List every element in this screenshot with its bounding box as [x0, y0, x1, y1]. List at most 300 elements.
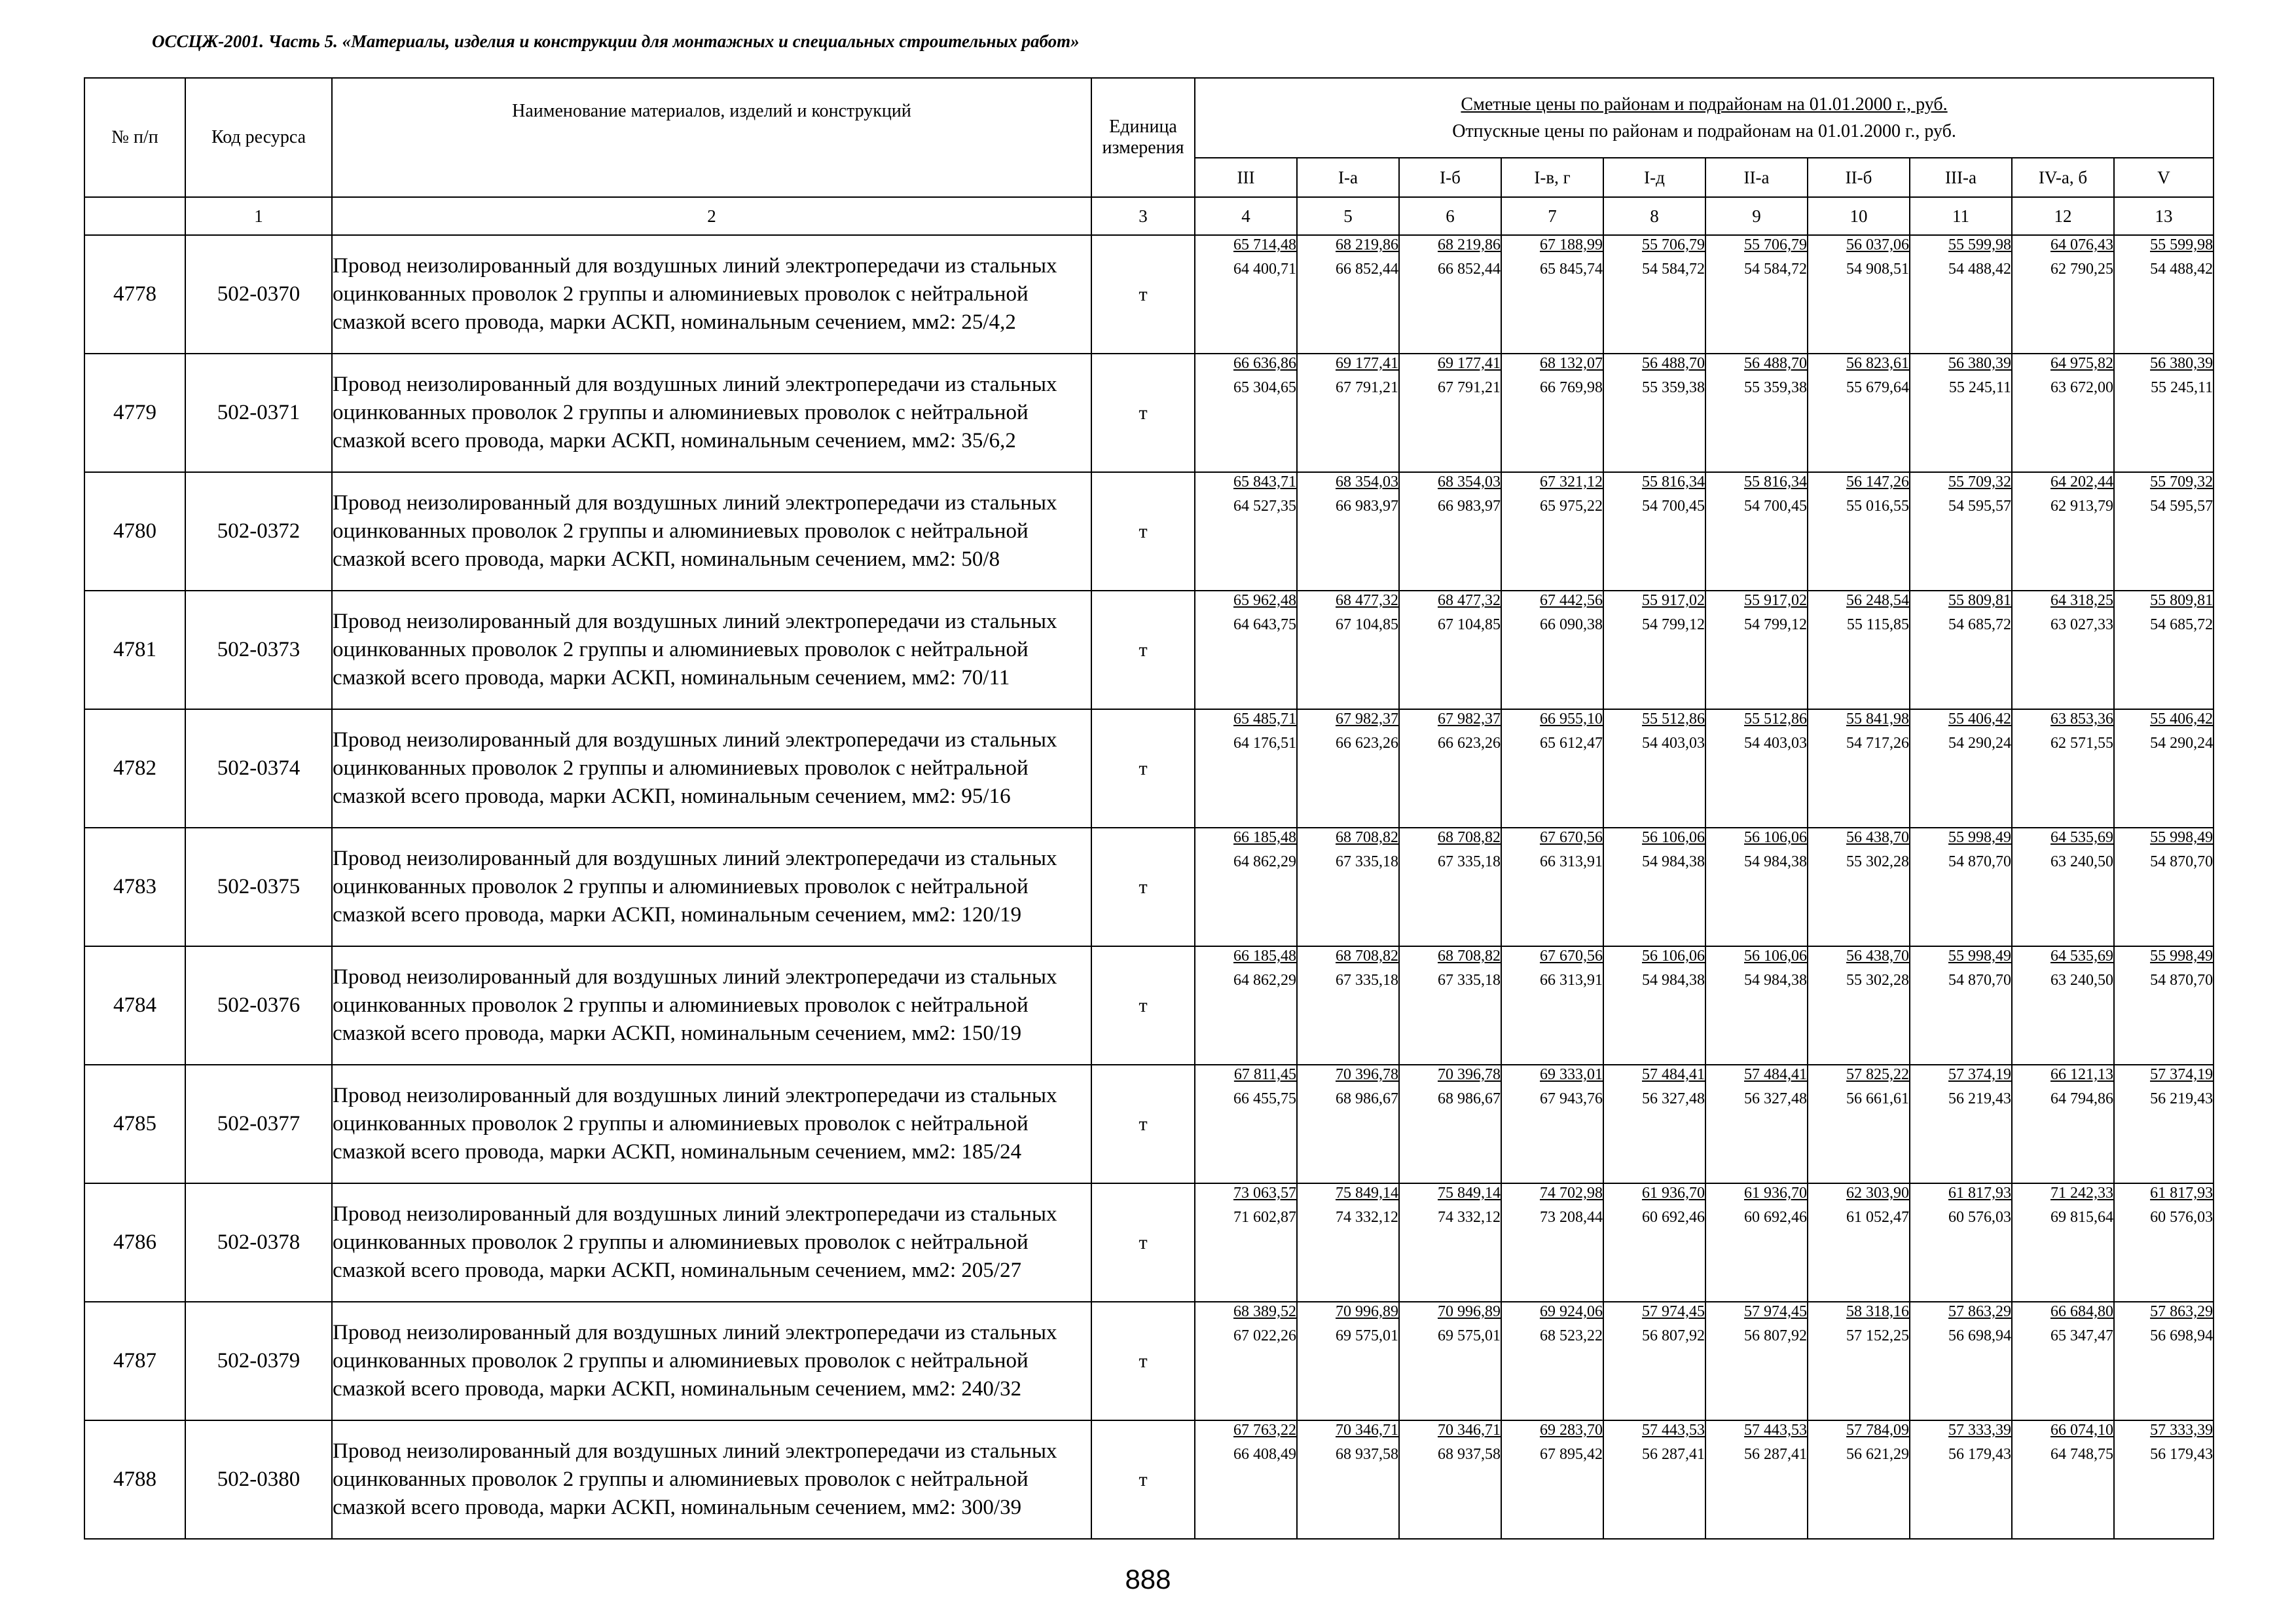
estimate-price: 65 962,48 — [1233, 592, 1296, 609]
release-price: 67 791,21 — [1438, 379, 1501, 396]
release-price: 54 984,38 — [1744, 853, 1807, 870]
price-cell — [1808, 828, 1910, 946]
estimate-price: 66 636,86 — [1233, 355, 1296, 372]
release-price: 62 790,25 — [2050, 261, 2113, 278]
price-cell — [1297, 472, 1399, 591]
price-cell — [1501, 1183, 1603, 1302]
release-price: 54 984,38 — [1642, 972, 1705, 989]
release-price: 67 104,85 — [1438, 616, 1501, 633]
price-cell — [2012, 1302, 2114, 1420]
release-price: 55 115,85 — [1846, 616, 1909, 633]
release-price: 56 698,94 — [1948, 1327, 2011, 1344]
price-cell — [1910, 828, 2012, 946]
estimate-price: 55 599,98 — [2150, 236, 2214, 253]
release-price: 65 975,22 — [1540, 498, 1603, 515]
price-cell — [1195, 946, 1297, 1065]
price-cell — [1501, 235, 1603, 354]
release-price: 57 152,25 — [1846, 1327, 1909, 1344]
release-price: 67 335,18 — [1336, 972, 1398, 989]
release-price: 54 984,38 — [1642, 853, 1705, 870]
release-price: 64 176,51 — [1233, 735, 1296, 752]
price-cell — [2114, 1420, 2214, 1539]
price-cell — [1297, 946, 1399, 1065]
release-price: 56 287,41 — [1642, 1446, 1705, 1463]
price-cell — [1808, 1420, 1910, 1539]
release-price: 56 179,43 — [1948, 1446, 2011, 1463]
row-number: 4787 — [84, 1302, 185, 1420]
estimate-price: 67 763,22 — [1233, 1422, 1296, 1439]
estimate-price: 55 406,42 — [2150, 710, 2214, 728]
price-cell — [1501, 1065, 1603, 1183]
release-price: 56 219,43 — [1948, 1090, 2011, 1107]
estimate-price: 55 998,49 — [2150, 948, 2214, 965]
estimate-price: 56 380,39 — [1948, 355, 2011, 372]
estimate-price: 68 477,32 — [1336, 592, 1398, 609]
estimate-price: 57 443,53 — [1642, 1422, 1705, 1439]
release-price: 66 313,91 — [1540, 972, 1603, 989]
estimate-price: 55 709,32 — [1948, 473, 2011, 490]
price-cell — [1910, 709, 2012, 828]
resource-code: 502-0379 — [185, 1302, 332, 1420]
estimate-price: 55 917,02 — [1744, 592, 1807, 609]
estimate-price: 69 333,01 — [1540, 1066, 1603, 1083]
column-number: 7 — [1501, 197, 1603, 235]
price-cell — [1603, 946, 1705, 1065]
table-head — [84, 78, 2214, 235]
region-header: II-а — [1705, 158, 1808, 197]
release-price: 66 983,97 — [1438, 498, 1501, 515]
price-cell — [2012, 354, 2114, 472]
release-price: 54 799,12 — [1642, 616, 1705, 633]
estimate-price: 68 354,03 — [1438, 473, 1501, 490]
release-price: 67 335,18 — [1438, 972, 1501, 989]
estimate-price: 70 346,71 — [1336, 1422, 1398, 1439]
column-number: 6 — [1399, 197, 1501, 235]
estimate-price: 64 535,69 — [2050, 829, 2113, 846]
material-name: Провод неизолированный для воздушных линий электропередачи из стальных оцинкованных проволок 2 группы и алюминиевых проволок с нейтральной смазкой всего провода, марки АСКП, номинальным сечением, мм2: 205/27 — [332, 1183, 1091, 1302]
unit-of-measure: т — [1091, 472, 1195, 591]
estimate-price: 57 863,29 — [1948, 1303, 2011, 1320]
material-name: Провод неизолированный для воздушных линий электропередачи из стальных оцинкованных проволок 2 группы и алюминиевых проволок с нейтральной смазкой всего провода, марки АСКП, номинальным сечением, мм2: 25/4,2 — [332, 235, 1091, 354]
estimate-price: 55 998,49 — [2150, 829, 2214, 846]
release-price: 65 845,74 — [1540, 261, 1603, 278]
release-price: 65 612,47 — [1540, 735, 1603, 752]
estimate-price: 56 147,26 — [1846, 473, 1909, 490]
estimate-price: 71 242,33 — [2050, 1185, 2113, 1202]
price-cell — [1808, 1065, 1910, 1183]
row-number: 4784 — [84, 946, 185, 1065]
resource-code: 502-0374 — [185, 709, 332, 828]
estimate-price: 57 863,29 — [2150, 1303, 2214, 1320]
price-cell — [1808, 946, 1910, 1065]
material-name: Провод неизолированный для воздушных линий электропередачи из стальных оцинкованных проволок 2 группы и алюминиевых проволок с нейтральной смазкой всего провода, марки АСКП, номинальным сечением, мм2: 240/32 — [332, 1302, 1091, 1420]
estimate-price: 61 936,70 — [1744, 1185, 1807, 1202]
price-cell — [1297, 709, 1399, 828]
estimate-price: 55 816,34 — [1642, 473, 1705, 490]
price-cell — [1603, 709, 1705, 828]
release-price: 54 870,70 — [1948, 972, 2011, 989]
release-price: 54 870,70 — [1948, 853, 2011, 870]
release-price: 65 347,47 — [2050, 1327, 2113, 1344]
release-price: 67 335,18 — [1438, 853, 1501, 870]
price-cell — [1910, 1065, 2012, 1183]
table-row — [84, 946, 2214, 1065]
estimate-price: 56 106,06 — [1744, 948, 1807, 965]
release-price: 64 862,29 — [1233, 853, 1296, 870]
estimate-price: 61 936,70 — [1642, 1185, 1705, 1202]
price-cell — [2114, 946, 2214, 1065]
release-price: 68 523,22 — [1540, 1327, 1603, 1344]
unit-of-measure: т — [1091, 946, 1195, 1065]
column-number: 1 — [185, 197, 332, 235]
price-cell — [1910, 235, 2012, 354]
row-number: 4786 — [84, 1183, 185, 1302]
estimate-price: 67 670,56 — [1540, 829, 1603, 846]
estimate-price: 56 438,70 — [1846, 829, 1909, 846]
estimate-price: 68 708,82 — [1336, 829, 1398, 846]
release-price: 74 332,12 — [1336, 1209, 1398, 1226]
release-price: 64 527,35 — [1233, 498, 1296, 515]
price-cell — [1399, 235, 1501, 354]
release-price: 55 016,55 — [1846, 498, 1909, 515]
unit-of-measure: т — [1091, 591, 1195, 709]
release-price: 68 986,67 — [1438, 1090, 1501, 1107]
estimate-price: 66 955,10 — [1540, 710, 1603, 728]
estimate-price: 64 975,82 — [2050, 355, 2113, 372]
release-prices-title: Отпускные цены по районам и подрайонам на 01.01.2000 г., руб. — [1452, 121, 1956, 141]
price-cell — [1399, 828, 1501, 946]
release-price: 65 304,65 — [1233, 379, 1296, 396]
price-cell — [1603, 1183, 1705, 1302]
table-row — [84, 1302, 2214, 1420]
price-cell — [1195, 1183, 1297, 1302]
document-header: ОССЦЖ-2001. Часть 5. «Материалы, изделия и конструкции для монтажных и специальных строительных работ» — [152, 31, 1080, 51]
release-price: 66 852,44 — [1438, 261, 1501, 278]
price-cell — [1808, 709, 1910, 828]
price-cell — [1399, 946, 1501, 1065]
resource-code: 502-0377 — [185, 1065, 332, 1183]
price-cell — [1501, 1302, 1603, 1420]
release-price: 66 455,75 — [1233, 1090, 1296, 1107]
release-price: 67 791,21 — [1336, 379, 1398, 396]
release-price: 54 584,72 — [1642, 261, 1705, 278]
resource-code: 502-0380 — [185, 1420, 332, 1539]
price-cell — [2012, 472, 2114, 591]
material-name: Провод неизолированный для воздушных линий электропередачи из стальных оцинкованных проволок 2 группы и алюминиевых проволок с нейтральной смазкой всего провода, марки АСКП, номинальным сечением, мм2: 35/6,2 — [332, 354, 1091, 472]
estimate-price: 68 708,82 — [1336, 948, 1398, 965]
price-cell — [1705, 1183, 1808, 1302]
price-cell — [1705, 235, 1808, 354]
price-cell — [1195, 235, 1297, 354]
estimate-price: 67 188,99 — [1540, 236, 1603, 253]
release-price: 61 052,47 — [1846, 1209, 1909, 1226]
column-number — [84, 197, 185, 235]
release-price: 54 870,70 — [2150, 972, 2214, 989]
release-price: 54 403,03 — [1642, 735, 1705, 752]
price-cell — [2114, 472, 2214, 591]
release-price: 71 602,87 — [1233, 1209, 1296, 1226]
estimate-price: 57 333,39 — [1948, 1422, 2011, 1439]
price-cell — [1297, 1183, 1399, 1302]
price-cell — [1808, 591, 1910, 709]
estimate-price: 69 177,41 — [1336, 355, 1398, 372]
resource-code: 502-0376 — [185, 946, 332, 1065]
estimate-price: 55 512,86 — [1744, 710, 1807, 728]
table-row — [84, 1183, 2214, 1302]
unit-of-measure: т — [1091, 1302, 1195, 1420]
release-price: 62 913,79 — [2050, 498, 2113, 515]
price-cell — [1195, 354, 1297, 472]
price-cell — [1603, 1420, 1705, 1539]
estimate-price: 68 708,82 — [1438, 829, 1501, 846]
estimate-price: 55 599,98 — [1948, 236, 2011, 253]
price-cell — [1910, 1302, 2012, 1420]
price-table — [84, 77, 2214, 1540]
release-price: 66 852,44 — [1336, 261, 1398, 278]
price-cell — [1910, 472, 2012, 591]
release-price: 54 685,72 — [1948, 616, 2011, 633]
release-price: 60 692,46 — [1744, 1209, 1807, 1226]
release-price: 54 584,72 — [1744, 261, 1807, 278]
row-number: 4783 — [84, 828, 185, 946]
price-cell — [1399, 709, 1501, 828]
header-row — [84, 78, 2214, 158]
price-cell — [2012, 828, 2114, 946]
estimate-price: 55 917,02 — [1642, 592, 1705, 609]
price-cell — [2012, 235, 2114, 354]
estimate-price: 66 185,48 — [1233, 829, 1296, 846]
release-price: 64 748,75 — [2050, 1446, 2113, 1463]
price-cell — [1705, 591, 1808, 709]
release-price: 56 327,48 — [1744, 1090, 1807, 1107]
price-cell — [1910, 946, 2012, 1065]
release-price: 74 332,12 — [1438, 1209, 1501, 1226]
estimate-price: 69 924,06 — [1540, 1303, 1603, 1320]
region-header: I-в, г — [1501, 158, 1603, 197]
release-price: 67 104,85 — [1336, 616, 1398, 633]
column-number: 9 — [1705, 197, 1808, 235]
release-price: 54 488,42 — [1948, 261, 2011, 278]
price-cell — [1705, 1420, 1808, 1539]
estimate-price: 70 996,89 — [1336, 1303, 1398, 1320]
row-number: 4788 — [84, 1420, 185, 1539]
price-cell — [1705, 1302, 1808, 1420]
price-cell — [1501, 1420, 1603, 1539]
price-cell — [1808, 1302, 1910, 1420]
estimate-price: 65 843,71 — [1233, 473, 1296, 490]
estimate-price: 57 974,45 — [1744, 1303, 1807, 1320]
price-cell — [1195, 1065, 1297, 1183]
estimate-price: 61 817,93 — [1948, 1185, 2011, 1202]
release-price: 69 575,01 — [1336, 1327, 1398, 1344]
estimate-price: 65 714,48 — [1233, 236, 1296, 253]
release-price: 54 595,57 — [1948, 498, 2011, 515]
estimate-price: 55 809,81 — [2150, 592, 2214, 609]
material-name: Провод неизолированный для воздушных линий электропередачи из стальных оцинкованных проволок 2 группы и алюминиевых проволок с нейтральной смазкой всего провода, марки АСКП, номинальным сечением, мм2: 95/16 — [332, 709, 1091, 828]
release-price: 54 403,03 — [1744, 735, 1807, 752]
estimate-price: 64 535,69 — [2050, 948, 2113, 965]
price-cell — [1399, 472, 1501, 591]
price-cell — [1603, 828, 1705, 946]
estimate-price: 55 709,32 — [2150, 473, 2214, 490]
estimate-price: 68 219,86 — [1438, 236, 1501, 253]
estimate-price: 56 438,70 — [1846, 948, 1909, 965]
table-row — [84, 472, 2214, 591]
estimate-price: 66 684,80 — [2050, 1303, 2113, 1320]
resource-code: 502-0378 — [185, 1183, 332, 1302]
release-price: 60 692,46 — [1642, 1209, 1705, 1226]
estimate-price: 69 283,70 — [1540, 1422, 1603, 1439]
column-number: 11 — [1910, 197, 2012, 235]
material-name: Провод неизолированный для воздушных линий электропередачи из стальных оцинкованных проволок 2 группы и алюминиевых проволок с нейтральной смазкой всего провода, марки АСКП, номинальным сечением, мм2: 300/39 — [332, 1420, 1091, 1539]
estimate-price: 57 825,22 — [1846, 1066, 1909, 1083]
estimate-price: 56 248,54 — [1846, 592, 1909, 609]
region-header: II-б — [1808, 158, 1910, 197]
release-price: 56 219,43 — [2150, 1090, 2214, 1107]
price-cell — [1910, 591, 2012, 709]
estimate-price: 66 121,13 — [2050, 1066, 2113, 1083]
price-cell — [1705, 709, 1808, 828]
release-price: 54 700,45 — [1744, 498, 1807, 515]
release-price: 66 313,91 — [1540, 853, 1603, 870]
estimate-price: 57 484,41 — [1744, 1066, 1807, 1083]
price-cell — [1399, 591, 1501, 709]
price-cell — [1501, 354, 1603, 472]
estimate-price: 55 809,81 — [1948, 592, 2011, 609]
table-row — [84, 235, 2214, 354]
estimate-price: 61 817,93 — [2150, 1185, 2214, 1202]
estimate-price: 57 374,19 — [2150, 1066, 2214, 1083]
price-cell — [1808, 235, 1910, 354]
estimate-price: 75 849,14 — [1336, 1185, 1398, 1202]
estimate-price: 66 185,48 — [1233, 948, 1296, 965]
estimate-price: 67 982,37 — [1438, 710, 1501, 728]
table-row — [84, 828, 2214, 946]
release-price: 54 799,12 — [1744, 616, 1807, 633]
row-number: 4778 — [84, 235, 185, 354]
table-row — [84, 1065, 2214, 1183]
release-price: 66 983,97 — [1336, 498, 1398, 515]
material-name: Провод неизолированный для воздушных линий электропередачи из стальных оцинкованных проволок 2 группы и алюминиевых проволок с нейтральной смазкой всего провода, марки АСКП, номинальным сечением, мм2: 150/19 — [332, 946, 1091, 1065]
estimate-price: 56 823,61 — [1846, 355, 1909, 372]
price-cell — [1603, 1065, 1705, 1183]
price-cell — [1910, 1183, 2012, 1302]
price-cell — [1705, 354, 1808, 472]
estimate-price: 68 708,82 — [1438, 948, 1501, 965]
resource-code: 502-0375 — [185, 828, 332, 946]
release-price: 54 984,38 — [1744, 972, 1807, 989]
estimate-price: 55 406,42 — [1948, 710, 2011, 728]
row-number: 4780 — [84, 472, 185, 591]
resource-code: 502-0373 — [185, 591, 332, 709]
estimate-price: 67 811,45 — [1233, 1066, 1296, 1083]
estimate-price: 56 380,39 — [2150, 355, 2214, 372]
release-price: 54 290,24 — [2150, 735, 2214, 752]
estimate-price: 56 106,06 — [1642, 829, 1705, 846]
resource-code: 502-0371 — [185, 354, 332, 472]
price-cell — [2012, 709, 2114, 828]
estimate-price: 67 670,56 — [1540, 948, 1603, 965]
col-num-header: № п/п — [84, 78, 185, 197]
release-price: 69 815,64 — [2050, 1209, 2113, 1226]
price-cell — [1297, 354, 1399, 472]
release-price: 66 623,26 — [1336, 735, 1398, 752]
col-code-header: Код ресурса — [185, 78, 332, 197]
estimate-price: 55 998,49 — [1948, 829, 2011, 846]
release-price: 56 698,94 — [2150, 1327, 2214, 1344]
estimate-price: 64 202,44 — [2050, 473, 2113, 490]
region-header: V — [2114, 158, 2214, 197]
estimate-price: 67 321,12 — [1540, 473, 1603, 490]
region-header: IV-а, б — [2012, 158, 2114, 197]
estimate-price: 57 333,39 — [2150, 1422, 2214, 1439]
release-price: 68 986,67 — [1336, 1090, 1398, 1107]
price-cell — [1399, 1065, 1501, 1183]
price-cell — [2114, 709, 2214, 828]
price-cell — [1910, 1420, 2012, 1539]
estimate-price: 57 484,41 — [1642, 1066, 1705, 1083]
estimate-price: 73 063,57 — [1233, 1185, 1296, 1202]
release-price: 68 937,58 — [1438, 1446, 1501, 1463]
estimate-price: 68 219,86 — [1336, 236, 1398, 253]
estimate-price: 57 374,19 — [1948, 1066, 2011, 1083]
release-price: 56 807,92 — [1642, 1327, 1705, 1344]
table-row — [84, 591, 2214, 709]
release-price: 55 245,11 — [2150, 379, 2214, 396]
release-price: 56 621,29 — [1846, 1446, 1909, 1463]
row-number: 4782 — [84, 709, 185, 828]
price-cell — [2012, 1420, 2114, 1539]
column-number: 3 — [1091, 197, 1195, 235]
price-cell — [1399, 1420, 1501, 1539]
price-cell — [2114, 1065, 2214, 1183]
prices-header — [1195, 78, 2214, 158]
price-cell — [1399, 354, 1501, 472]
table-body — [84, 235, 2214, 1539]
column-number: 2 — [332, 197, 1091, 235]
estimate-price: 56 037,06 — [1846, 236, 1909, 253]
estimate-price: 70 346,71 — [1438, 1422, 1501, 1439]
page-number: 888 — [1125, 1564, 1171, 1595]
estimate-price: 69 177,41 — [1438, 355, 1501, 372]
price-cell — [1705, 1065, 1808, 1183]
estimate-price: 62 303,90 — [1846, 1185, 1909, 1202]
estimate-prices-title: Сметные цены по районам и подрайонам на 01.01.2000 г., руб. — [1461, 94, 1948, 115]
price-cell — [1195, 1302, 1297, 1420]
unit-of-measure: т — [1091, 235, 1195, 354]
release-price: 60 576,03 — [2150, 1209, 2214, 1226]
col-name-header: Наименование материалов, изделий и конструкций — [332, 78, 1091, 197]
resource-code: 502-0370 — [185, 235, 332, 354]
release-price: 56 287,41 — [1744, 1446, 1807, 1463]
material-name: Провод неизолированный для воздушных линий электропередачи из стальных оцинкованных проволок 2 группы и алюминиевых проволок с нейтральной смазкой всего провода, марки АСКП, номинальным сечением, мм2: 185/24 — [332, 1065, 1091, 1183]
price-cell — [1603, 1302, 1705, 1420]
release-price: 54 290,24 — [1948, 735, 2011, 752]
price-cell — [1195, 709, 1297, 828]
estimate-price: 55 998,49 — [1948, 948, 2011, 965]
row-number: 4781 — [84, 591, 185, 709]
estimate-price: 56 106,06 — [1642, 948, 1705, 965]
price-cell — [1501, 591, 1603, 709]
release-price: 67 943,76 — [1540, 1090, 1603, 1107]
price-cell — [1297, 1420, 1399, 1539]
column-number: 12 — [2012, 197, 2114, 235]
release-price: 54 700,45 — [1642, 498, 1705, 515]
price-cell — [1297, 1065, 1399, 1183]
price-cell — [1705, 946, 1808, 1065]
price-cell — [1808, 472, 1910, 591]
price-cell — [1910, 354, 2012, 472]
